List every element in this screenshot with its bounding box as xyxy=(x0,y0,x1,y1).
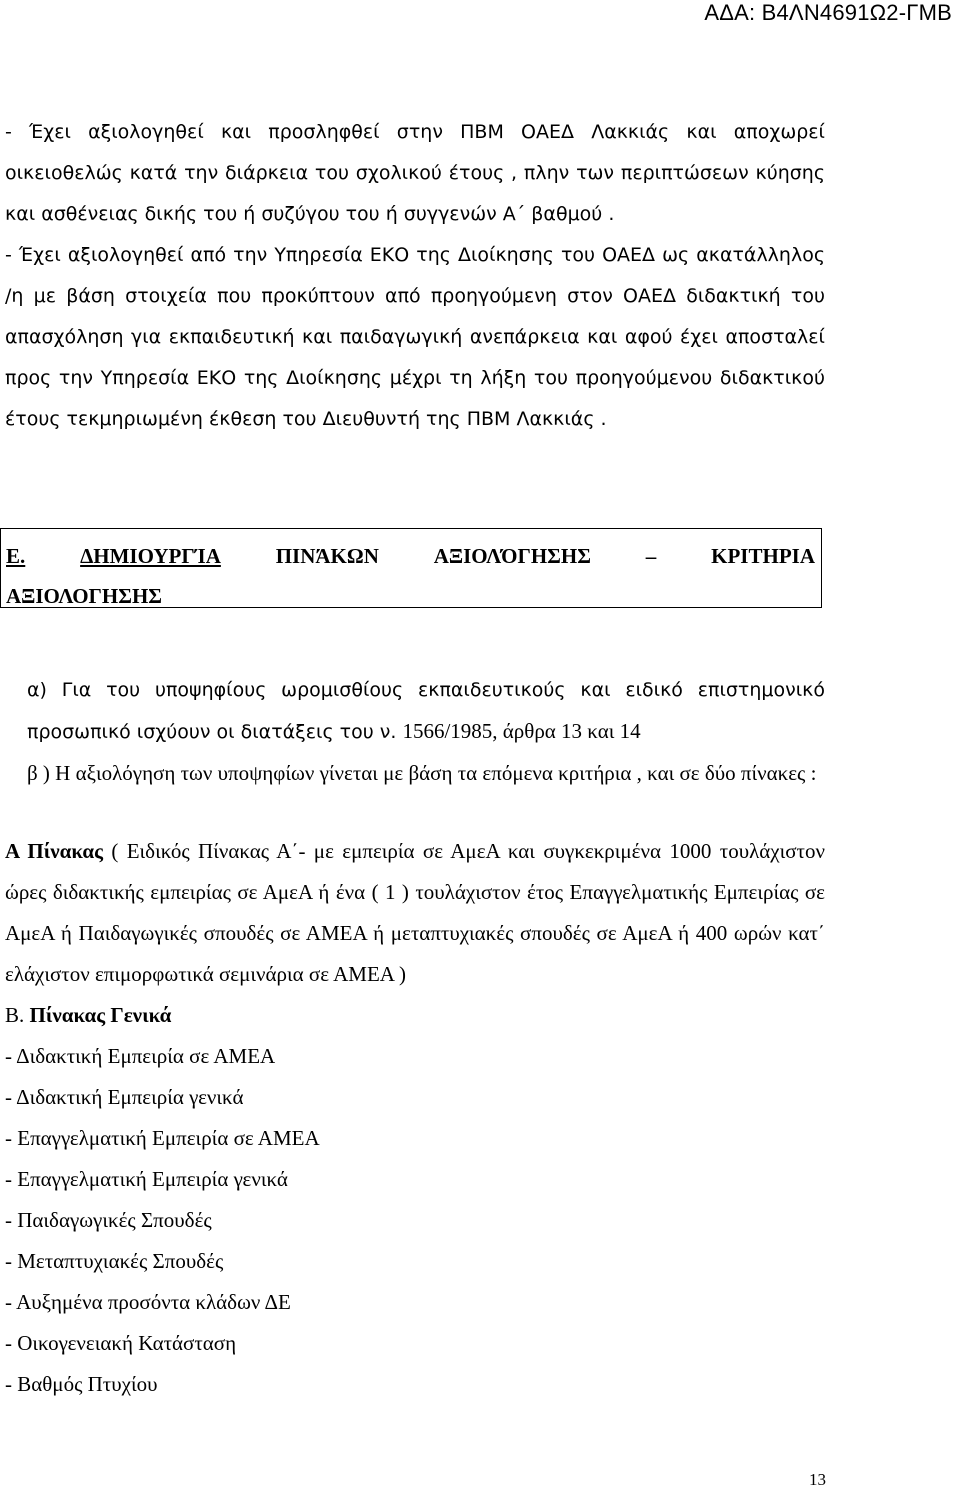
section-word-3: ΑΞΙΟΛΌΓΗΣΗΣ xyxy=(433,544,591,568)
list-item: - Διδακτική Εμπειρία σε ΑΜΕΑ xyxy=(5,1044,276,1068)
intro-paragraphs xyxy=(5,112,825,440)
list-item: - Αυξημένα προσόντα κλάδων ΔΕ xyxy=(5,1290,291,1314)
list-item: - Οικογενειακή Κατάσταση xyxy=(5,1331,237,1355)
section-word-1: ΔΗΜΙΟΥΡΓΊΑ xyxy=(80,544,221,568)
ada-code: ΑΔΑ: Β4ΛΝ4691Ω2-ΓΜΒ xyxy=(704,0,952,25)
tables-description xyxy=(5,831,825,1405)
table-b-heading xyxy=(5,995,825,1036)
section-heading-row xyxy=(6,536,815,576)
table-b-prefix: Β. xyxy=(5,1003,30,1027)
table-b-list xyxy=(5,1036,825,1405)
page-number: 13 xyxy=(809,1470,826,1489)
section-letter: Ε. xyxy=(6,544,26,568)
criteria-intro xyxy=(5,670,825,794)
list-item: - Επαγγελματική Εμπειρία σε ΑΜΕΑ xyxy=(5,1126,320,1150)
table-a-text: ( Ειδικός Πίνακας Α΄- με εμπειρία σε ΑμεΑ και συγκεκριμένα 1000 τουλάχιστον ώρες διδακτικής εμπειρίας σε ΑμεΑ ή ένα ( 1 ) τουλάχιστον έτος Επαγγελματικής Εμπειρίας σε ΑμεΑ ή Παιδαγωγικές σπουδές σε ΑΜΕΑ ή μεταπτυχιακές σπουδές σε ΑμεΑ ή 400 ωρών κατ΄ ελάχιστον επιμορφωτικά σεμινάρια σε ΑΜΕΑ ) xyxy=(5,839,825,986)
list-item: - Επαγγελματική Εμπειρία γενικά xyxy=(5,1167,288,1191)
alpha-text: α) Για του υποψηφίους ωρομισθίους εκπαιδευτικούς και ειδικό επιστημονικό προσωπικό ισχύουν οι διατάξεις του ν. xyxy=(27,679,825,743)
section-word-2: ΠΙΝΆΚΩΝ xyxy=(275,544,379,568)
table-a-paragraph xyxy=(5,831,825,995)
section-word-4: ΚΡΙΤΗΡΙΑ xyxy=(711,544,815,568)
alpha-paragraph xyxy=(5,670,825,753)
paragraph-2: - Έχει αξιολογηθεί από την Υπηρεσία ΕΚΟ της Διοίκησης του ΟΑΕΔ ως ακατάλληλος /η με βάση στοιχεία που προκύπτουν από προηγούμενη στον ΟΑΕΔ διδακτική του απασχόληση για εκπαιδευτική και παιδαγωγική ανεπάρκεια και αφού έχει αποσταλεί προς την Υπηρεσία ΕΚΟ της Διοίκησης μέχρι τη λήξη του προηγούμενου διδακτικού έτους τεκμηριωμένη έκθεση του Διευθυντή της ΠΒΜ Λακκιάς . xyxy=(5,244,825,430)
table-b-label: Πίνακας Γενικά xyxy=(29,1003,172,1027)
beta-paragraph: β ) Η αξιολόγηση των υποψηφίων γίνεται με βάση τα επόμενα κριτήρια , και σε δύο πίνακες : xyxy=(27,761,817,785)
section-dash: – xyxy=(645,544,657,568)
list-item: - Διδακτική Εμπειρία γενικά xyxy=(5,1085,244,1109)
list-item: - Μεταπτυχιακές Σπουδές xyxy=(5,1249,224,1273)
alpha-law: 1566/1985, άρθρα 13 και 14 xyxy=(402,719,641,743)
paragraph-1: - Έχει αξιολογηθεί και προσληφθεί στην ΠΒΜ ΟΑΕΔ Λακκιάς και αποχωρεί οικειοθελώς κατά την διάρκεια του σχολικού έτους , πλην των περιπτώσεων κύησης και ασθένειας δικής του ή συζύγου του ή συγγενών Α΄ βαθμού . xyxy=(5,121,825,225)
list-item: - Βαθμός Πτυχίου xyxy=(5,1372,158,1396)
section-heading-box xyxy=(0,528,822,608)
table-a-label: Α Πίνακας xyxy=(5,839,103,863)
section-heading-line2: ΑΞΙΟΛΟΓΗΣΗΣ xyxy=(6,584,163,608)
list-item: - Παιδαγωγικές Σπουδές xyxy=(5,1208,212,1232)
